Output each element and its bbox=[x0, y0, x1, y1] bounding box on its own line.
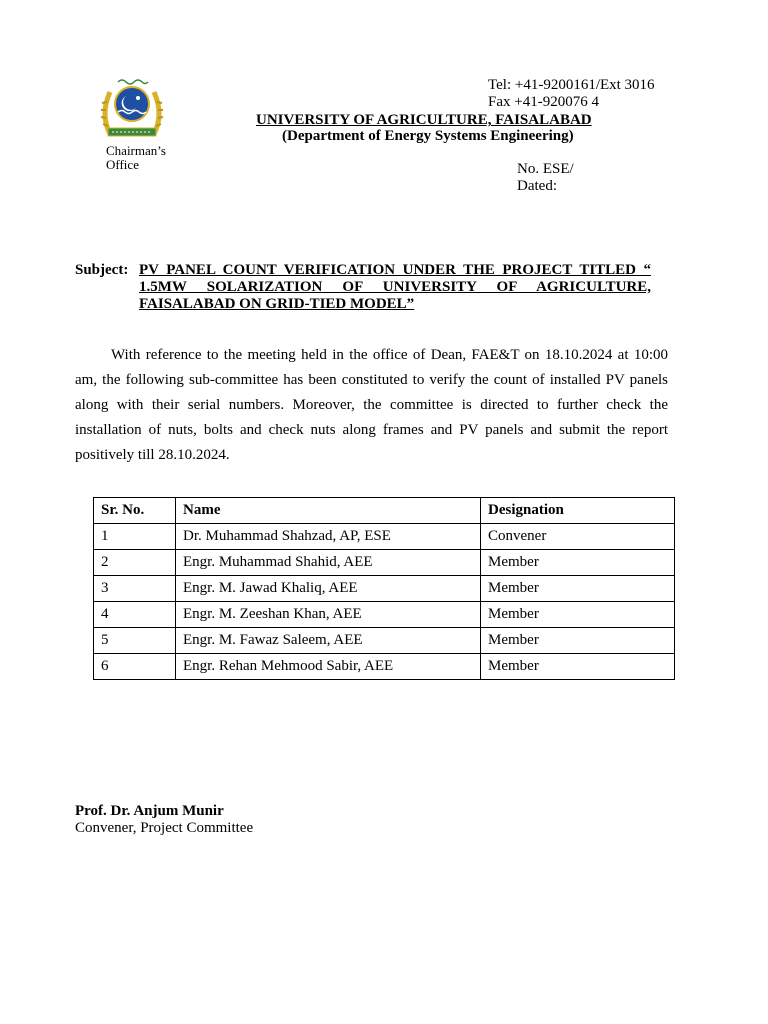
tel-number: Tel: +41-9200161/Ext 3016 bbox=[488, 77, 655, 93]
committee-table bbox=[93, 497, 675, 680]
column-header-sr-no: Sr. No. bbox=[94, 498, 176, 524]
reference-block bbox=[517, 161, 574, 195]
table-row bbox=[94, 654, 675, 680]
column-header-name: Name bbox=[176, 498, 481, 524]
signatory-title: Convener, Project Committee bbox=[75, 820, 254, 836]
table-row bbox=[94, 576, 675, 602]
cell-name: Engr. Muhammad Shahid, AEE bbox=[176, 550, 481, 576]
cell-sr-no: 1 bbox=[94, 524, 176, 550]
cell-name: Engr. M. Fawaz Saleem, AEE bbox=[176, 628, 481, 654]
subject-label: Subject: bbox=[75, 262, 129, 278]
cell-name: Engr. M. Jawad Khaliq, AEE bbox=[176, 576, 481, 602]
cell-designation: Member bbox=[481, 654, 675, 680]
subject-text: PV PANEL COUNT VERIFICATION UNDER THE PROJECT TITLED “ 1.5MW SOLARIZATION OF UNIVERSITY OF AGRICULTURE, FAISALABAD ON GRID-TIED MODEL” bbox=[139, 262, 651, 312]
signatory-name: Prof. Dr. Anjum Munir bbox=[75, 803, 224, 819]
cell-designation: Convener bbox=[481, 524, 675, 550]
cell-designation: Member bbox=[481, 628, 675, 654]
column-header-designation: Designation bbox=[481, 498, 675, 524]
table-row bbox=[94, 524, 675, 550]
table-row bbox=[94, 550, 675, 576]
table-header-row bbox=[94, 498, 675, 524]
cell-designation: Member bbox=[481, 550, 675, 576]
university-name: UNIVERSITY OF AGRICULTURE, FAISALABAD bbox=[256, 112, 592, 128]
fax-number: Fax +41-920076 4 bbox=[488, 94, 599, 110]
reference-number: No. ESE/ bbox=[517, 161, 574, 177]
cell-designation: Member bbox=[481, 602, 675, 628]
dated-label: Dated: bbox=[517, 178, 557, 194]
table-row bbox=[94, 602, 675, 628]
chairman-office-label: Chairman’s Office bbox=[106, 143, 166, 172]
cell-sr-no: 5 bbox=[94, 628, 176, 654]
university-logo bbox=[96, 74, 168, 146]
cell-name: Engr. M. Zeeshan Khan, AEE bbox=[176, 602, 481, 628]
contact-block bbox=[488, 77, 655, 111]
table-row bbox=[94, 628, 675, 654]
cell-designation: Member bbox=[481, 576, 675, 602]
body-paragraph: With reference to the meeting held in the office of Dean, FAE&T on 18.10.2024 at 10:00 am, the following sub-committee has been constituted to verify the count of installed PV panels along with their serial numbers. Moreover, the committee is directed to further check the installation of nuts, bolts and check nuts along frames and PV panels and submit the report positively till 28.10.2024. bbox=[75, 347, 668, 463]
cell-sr-no: 3 bbox=[94, 576, 176, 602]
university-crest-icon bbox=[96, 74, 168, 146]
cell-sr-no: 4 bbox=[94, 602, 176, 628]
cell-name: Dr. Muhammad Shahzad, AP, ESE bbox=[176, 524, 481, 550]
cell-sr-no: 6 bbox=[94, 654, 176, 680]
cell-name: Engr. Rehan Mehmood Sabir, AEE bbox=[176, 654, 481, 680]
cell-sr-no: 2 bbox=[94, 550, 176, 576]
department-name: (Department of Energy Systems Engineering) bbox=[282, 128, 574, 144]
